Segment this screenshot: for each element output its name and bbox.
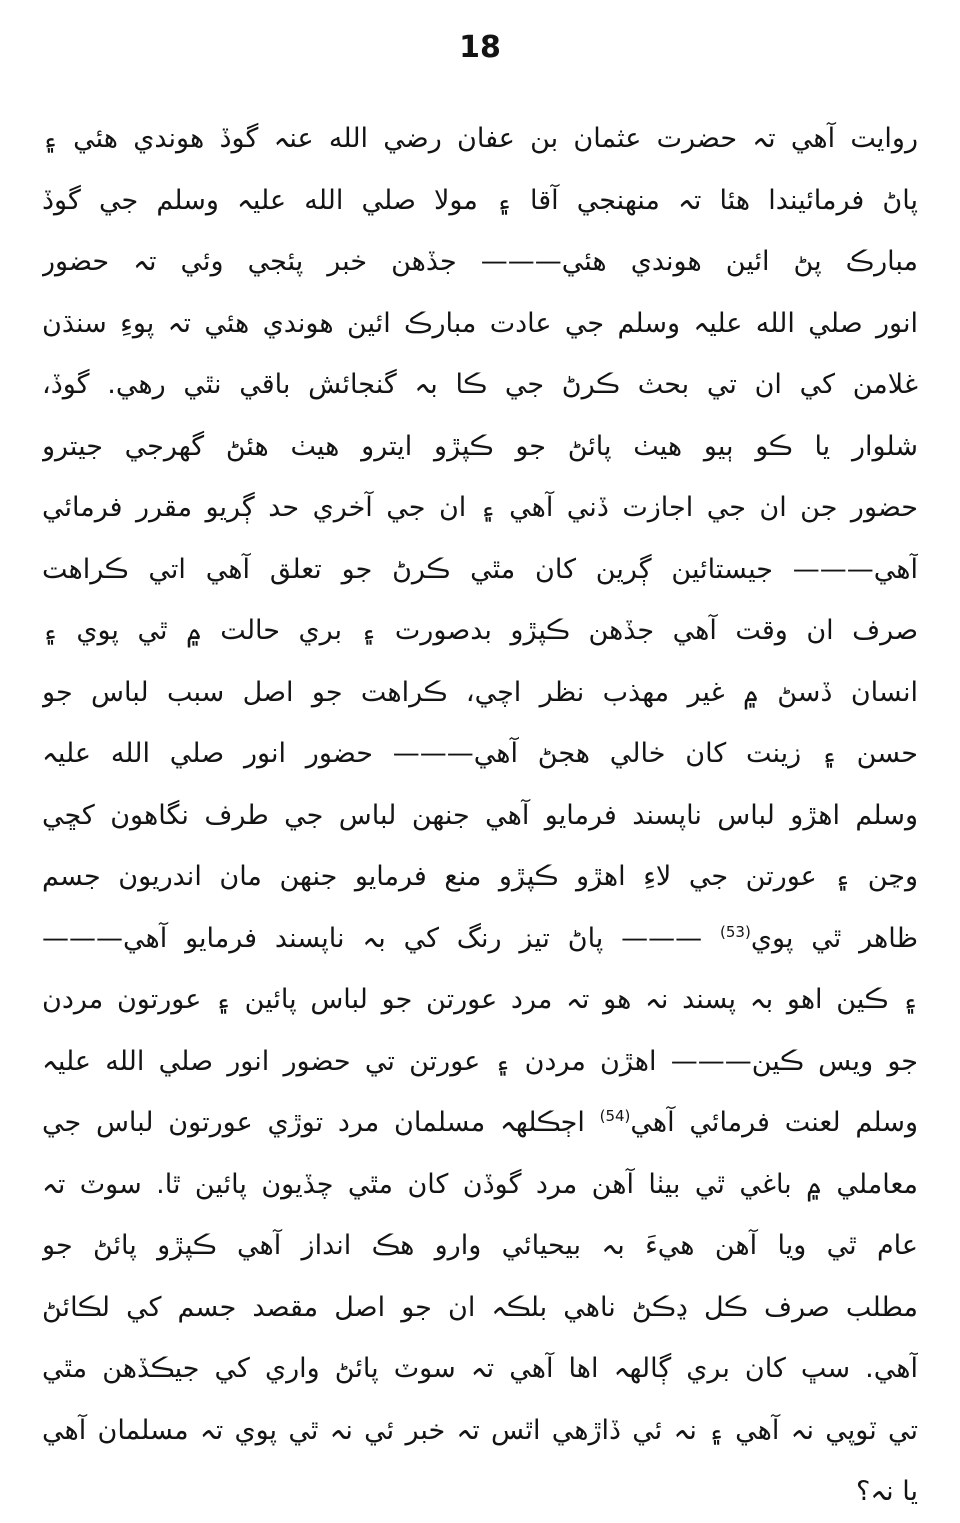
text-line: آهي——— جيستائين ڳرين کان مٿي ڪرڻ جو تعلق آهي اتي ڪراهت <box>42 553 918 585</box>
footnote-ref-53: (53) <box>720 922 751 941</box>
text-line: آهي. سڀ کان بري ڳالهہ اها آهي تہ سوٽ پائڻ واري کي جيڪڏهن مٿي <box>42 1353 918 1384</box>
text-segment: اڄڪلهہ مسلمان مرد توڙي عورتون لباس جي <box>42 1107 585 1138</box>
text-line: وسلم اهڙو لباس ناپسند فرمايو آهي جنهن لباس جي طرف نگاهون کڇي <box>42 799 918 831</box>
text-segment: وسلم لعنت فرمائي آهي <box>630 1107 918 1138</box>
text-segment: ظاهر ٿي پوي <box>750 922 918 954</box>
text-line: انسان ڏسڻ ۾ غير مهذب نظر اچي، ڪراهت جو اصل سبب لباس جو <box>42 676 918 708</box>
text-line: پاڻ فرمائيندا هئا تہ منهنجي آقا ۽ مولا صلي الله عليہ وسلم جي گوڏ <box>42 184 918 216</box>
page-number: 18 <box>459 30 501 65</box>
text-line: مطلب صرف ڪل ڍڪڻ ناهي بلڪہ ان جو اصل مقصد جسم کي لڪائڻ <box>42 1291 918 1323</box>
body-text <box>42 108 918 1523</box>
text-line: روايت آهي تہ حضرت عثمان بن عفان رضي الله عنہ گوڏ هوندي هئي ۽ <box>42 123 918 154</box>
footnote-ref-54: (54) <box>599 1107 631 1125</box>
text-line: شلوار يا ڪو ٻيو هيٺ پائڻ جو ڪپڙو ايترو هيٺ هئڻ گهرجي جيترو <box>42 430 918 462</box>
text-line: تي ٽوپي نہ آهي ۽ نہ ئي ڏاڙهي اٿس تہ خبر ئي نہ ٿي پوي تہ مسلمان آهي <box>42 1414 918 1446</box>
text-line: معاملي ۾ باغي ٿي بيٺا آهن مرد گوڏن کان مٿي چڏيون پائين ٿا. سوٽ تہ <box>42 1168 918 1200</box>
text-line: حسن ۽ زينت کان خالي هجڻ آهي——— حضور انور صلي الله عليہ <box>42 738 918 769</box>
text-line-with-footnote-54 <box>42 1092 918 1154</box>
text-line: مبارڪ پڻ ائين هوندي هئي——— جڏهن خبر پئجي وئي تہ حضور <box>42 246 918 277</box>
text-line: وڃن ۽ عورتن جي لاءِ اهڙو ڪپڙو منع فرمايو جنهن مان اندريون جسم <box>42 861 918 892</box>
text-segment: ——— پاڻ تيز رنگ کي بہ ناپسند فرمايو آهي——— <box>42 922 703 954</box>
text-line: انور صلي الله عليہ وسلم جي عادت مبارڪ ائين هوندي هئي تہ پوءِ سنڌن <box>42 307 918 339</box>
text-line: صرف ان وقت آهي جڏهن ڪپڙو بدصورت ۽ بري حالت ۾ ٿي پوي ۽ <box>42 615 918 646</box>
text-line-with-footnote-53 <box>42 908 918 970</box>
text-line: ۽ ڪين اهو بہ پسند نہ هو تہ مرد عورتن جو لباس پائين ۽ عورتون مردن <box>42 984 918 1015</box>
text-line: عام ٿي ويا آهن هيءَ بہ بيحيائي وارو هڪ انداز آهي ڪپڙو پائڻ جو <box>42 1230 918 1261</box>
text-line: حضور جن ان جي اجازت ڏني آهي ۽ ان جي آخري حد ڳريو مقرر فرمائي <box>42 492 918 523</box>
text-line: غلامن کي ان تي بحث ڪرڻ جي ڪا بہ گنجائش باقي نٿي رهي. گوڏ، <box>42 369 918 400</box>
text-line-last: يا نہ؟ <box>856 1476 918 1507</box>
text-line: جو ويس ڪين——— اهڙن مردن ۽ عورتن تي حضور انور صلي الله عليہ <box>42 1045 918 1077</box>
